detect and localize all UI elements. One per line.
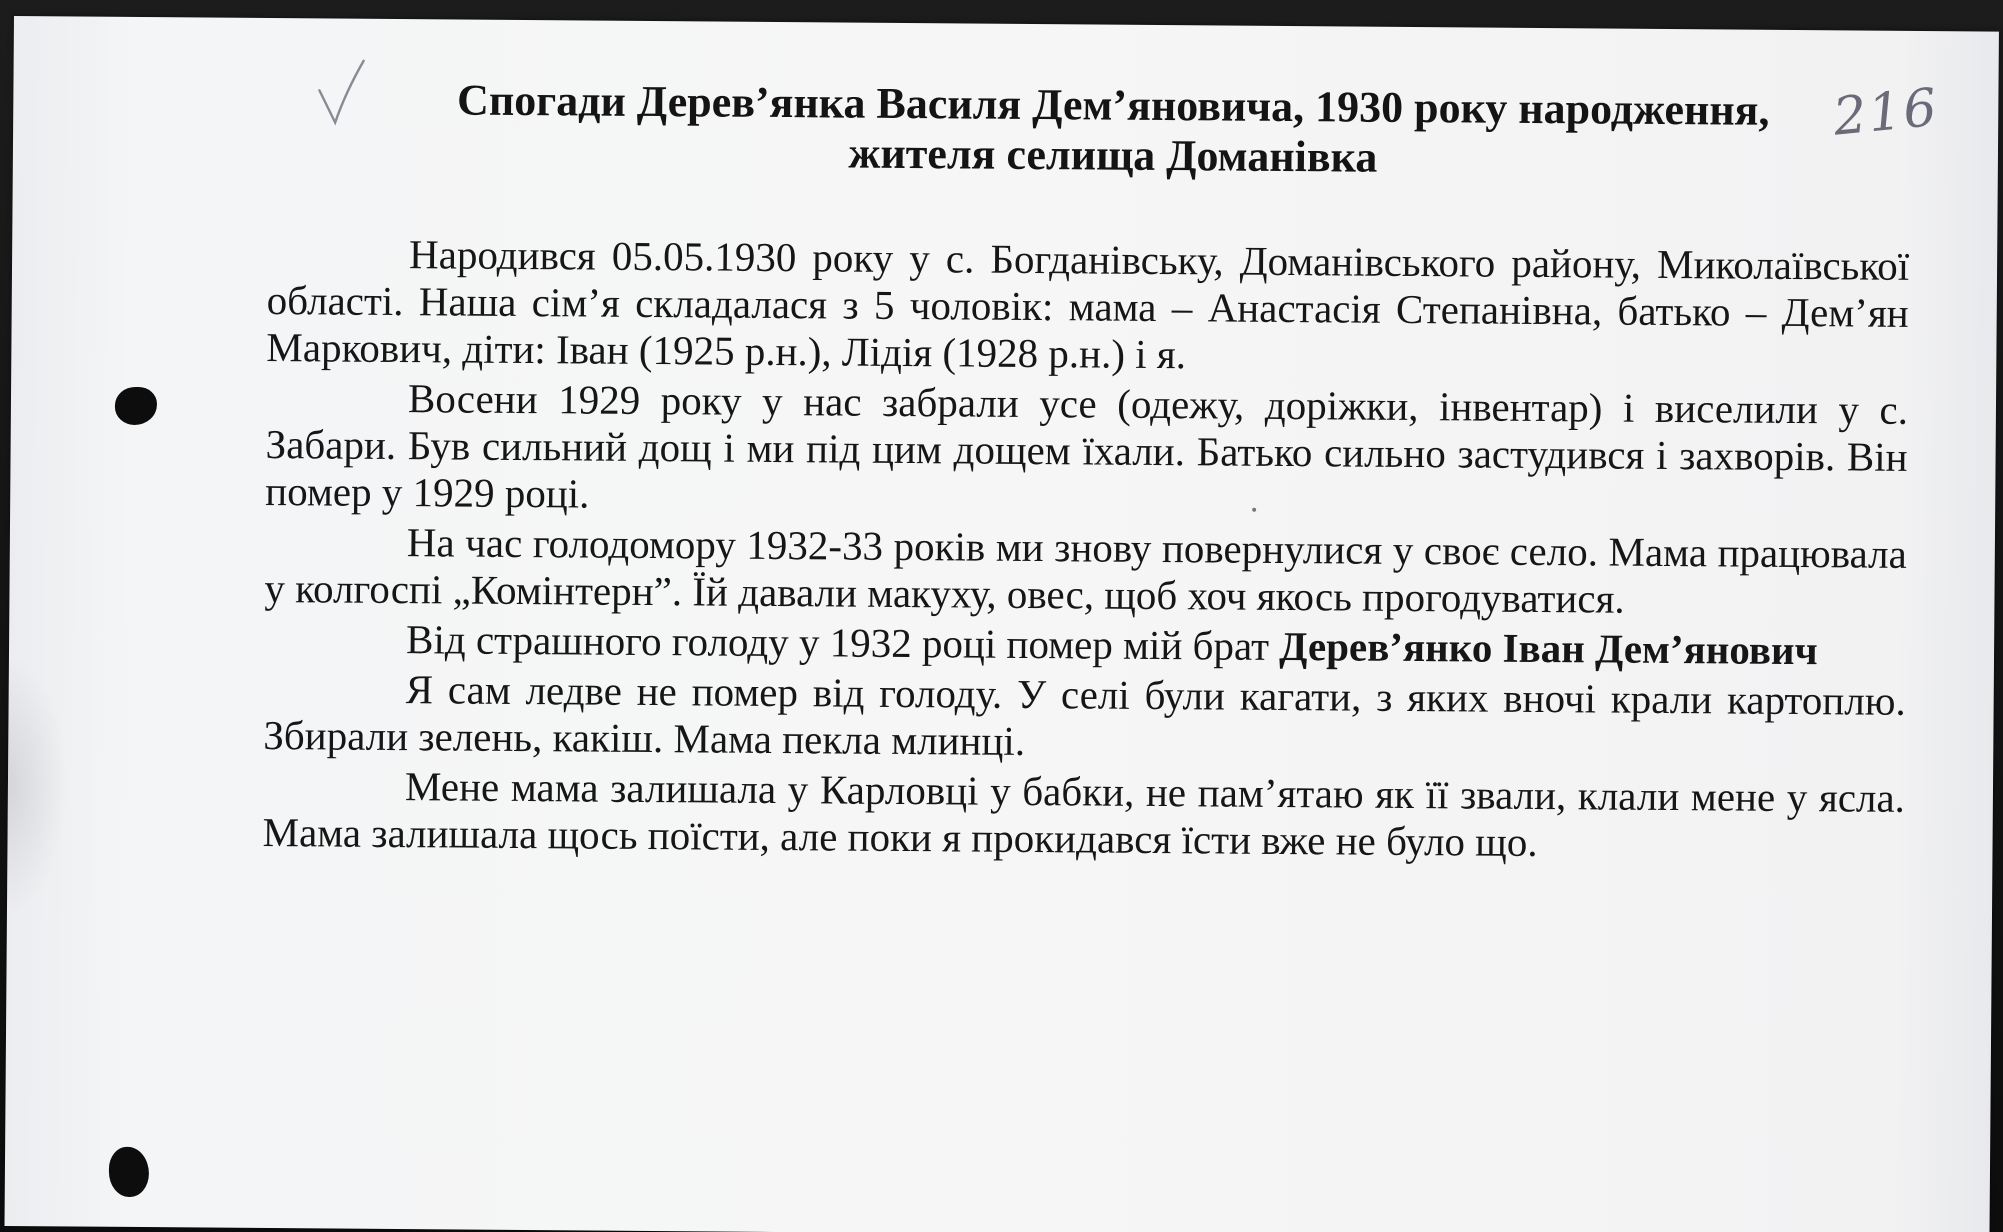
paragraph-3: На час голодомору 1932-33 років ми знову повернулися у своє село. Мама працювала у колгоспі „Комінтерн”. Їй давали макуху, овес, щоб хоч якось прогодуватися. — [264, 519, 1908, 622]
paper-sheet — [4, 16, 1998, 1232]
document-title — [313, 74, 1914, 187]
punch-hole-top — [115, 387, 157, 425]
document-body — [262, 230, 1909, 872]
paragraph-4-text: Від страшного голоду у 1932 році помер мій брат — [405, 616, 1280, 669]
paper-speck — [1252, 508, 1256, 512]
title-line-2: жителя селища Доманівка — [848, 128, 1378, 182]
paragraph-6: Мене мама залишала у Карловці у бабки, не пам’ятаю як її звали, клали мене у ясла. Мама залишала щось поїсти, але поки я прокидався їсти вже не було що. — [262, 763, 1906, 865]
punch-hole-bottom — [109, 1147, 149, 1197]
page-number: 216 — [1830, 77, 1942, 148]
paragraph-2: Восени 1929 року у нас забрали усе (одежу, доріжки, інвентар) і виселили у с. Забари. Був сильний дощ і ми під цим дощем їхали. Батько сильно застудився і захворів. Він помер у 1929 році. — [265, 375, 1909, 517]
paragraph-5: Я сам ледве не помер від голоду. У селі були кагати, з яких вночі крали картоплю. Збирали зелень, какіш. Мама пекла млинці. — [263, 666, 1906, 764]
brother-name: Дерев’янко Іван Дем’янович — [1279, 622, 1818, 674]
title-line-1: Спогади Дерев’янка Василя Дем’яновича, 1930 року народження, — [456, 75, 1770, 135]
paragraph-1: Народився 05.05.1930 року у с. Богданівську, Доманівського району, Миколаївської області. Наша сім’я складалася з 5 чоловік: мама – Анастасія Степанівна, батько – Дем’ян Маркович, діти: Іван (1925 р.н.), Лідія (1928 р.н.) і я. — [266, 231, 1910, 378]
paragraph-4 — [264, 615, 1906, 675]
